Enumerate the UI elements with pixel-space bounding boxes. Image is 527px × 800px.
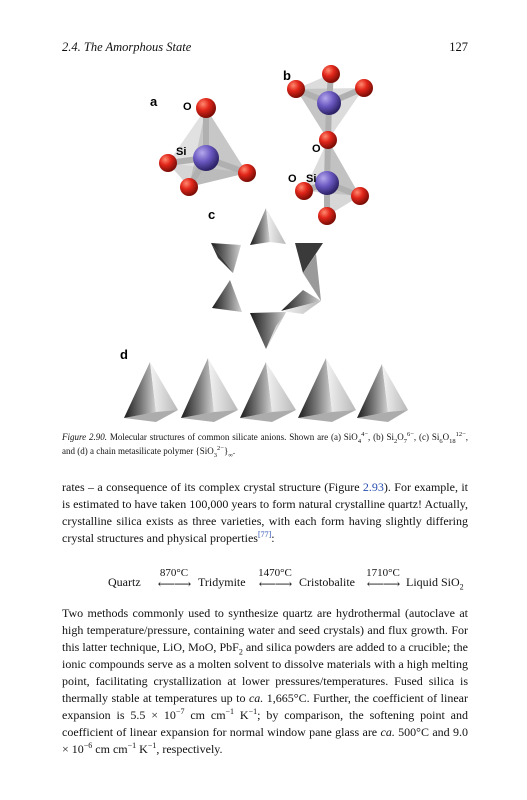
figure-caption: Figure 2.90. Molecular structures of common silicate anions. Shown are (a) SiO$_4^{4-}$, (b) $Si_2O_7^{6-}$, (c) $Si_6O_{18}^{12-}$, and (d) a chain metasilicate polymer $\{SiO_3^{2-}\}_\infty$.	[62, 431, 469, 459]
panel-label-d: d	[120, 347, 128, 362]
oxygen-atom	[322, 65, 340, 83]
chain-tetrahedron	[298, 358, 356, 422]
oxygen-atom	[351, 187, 369, 205]
tetrahedron-b	[283, 65, 373, 225]
transition-arrow	[363, 568, 403, 589]
transition-temperature: 1470°C	[258, 567, 292, 579]
ring-tetrahedron	[211, 243, 241, 273]
chain-d	[120, 347, 408, 422]
transition-temperature: 1710°C	[366, 567, 400, 579]
silicon-atom	[317, 91, 341, 115]
chain-tetrahedron	[357, 364, 408, 422]
transition-arrow	[255, 568, 295, 589]
paragraph-quartz-synthesis: Two methods commonly used to synthesize quartz are hydrothermal (autoclave at high temperature/pressure, containing water and seed crystals) and flux growth. For this latter technique, LiO, MoO, PbF$_2$ and silica powders are added to a crucible; the ionic compounds serve as a molten solvent to dissolve materials with a high melting point, facilitating crystallization at lower pressures/temperatures. Fused silica is thermally stable at temperatures up to ca. 1,665°C. Further, the coefficient of linear expansion is $5.5 \times 10^{-7}$ cm $cm^{-1}$ $K^{-1}$; by comparison, the softening point and coefficient of linear expansion for normal window pane glass are ca. 500°C and $9.0 \times 10^{-6}$ cm $cm^{-1}$ $K^{-1}$, respectively.	[62, 606, 469, 756]
oxygen-atom	[238, 164, 256, 182]
transition-arrow	[154, 568, 194, 589]
paragraph-crystalline-silica: rates – a consequence of its complex crystal structure (Figure 2.93). For example, it is estimated to have taken 100,000 years to form natural crystalline quartz! Actually, crystalline silica exists as three varieties, with each form having slightly differing crystal structures and physical properties[77]:	[62, 480, 469, 545]
oxygen-atom	[180, 178, 198, 196]
ring-c	[208, 207, 323, 349]
caption-label: Figure 2.90.	[62, 432, 108, 442]
chain-tetrahedron	[240, 362, 296, 422]
chain-tetrahedron	[124, 362, 178, 422]
oxygen-atom	[318, 207, 336, 225]
atom-label-o: O	[312, 143, 321, 155]
atom-label-o: O	[288, 173, 297, 185]
bridging-oxygen-atom	[319, 131, 337, 149]
oxygen-atom	[196, 98, 216, 118]
ring-tetrahedron	[250, 208, 286, 245]
double-arrow-icon: ⟵⟶	[258, 577, 292, 591]
section-title: 2.4. The Amorphous State	[62, 40, 192, 54]
transition-temperature: 870°C	[159, 567, 189, 579]
citation-link[interactable]: [77]	[257, 530, 272, 539]
atom-label-o: O	[183, 101, 192, 113]
panel-label-a: a	[150, 94, 158, 109]
phase-quartz: Quartz	[108, 575, 141, 589]
double-arrow-icon: ⟵⟶	[366, 577, 400, 591]
double-arrow-icon: ⟵⟶	[157, 577, 191, 591]
page-number: 127	[449, 40, 468, 54]
silicon-atom	[315, 171, 339, 195]
atom-label-si: Si	[306, 173, 317, 185]
oxygen-atom	[355, 79, 373, 97]
ring-tetrahedron	[281, 290, 321, 314]
panel-label-b: b	[283, 68, 291, 83]
phase-tridymite: Tridymite	[198, 575, 246, 589]
oxygen-atom	[159, 154, 177, 172]
phase-cristobalite: Cristobalite	[299, 575, 355, 589]
tetrahedron-a	[150, 94, 256, 196]
ring-tetrahedron	[295, 243, 323, 301]
chain-tetrahedron	[181, 358, 238, 422]
panel-label-c: c	[208, 207, 216, 222]
ring-tetrahedron	[212, 280, 242, 312]
ring-tetrahedron	[250, 312, 286, 349]
figure-reference-link[interactable]: 2.93	[362, 480, 384, 494]
atom-label-si: Si	[176, 146, 187, 158]
phase-transition-equation	[108, 567, 464, 593]
silicon-atom	[193, 145, 219, 171]
phase-liquid: Liquid SiO$_2$	[406, 575, 464, 592]
